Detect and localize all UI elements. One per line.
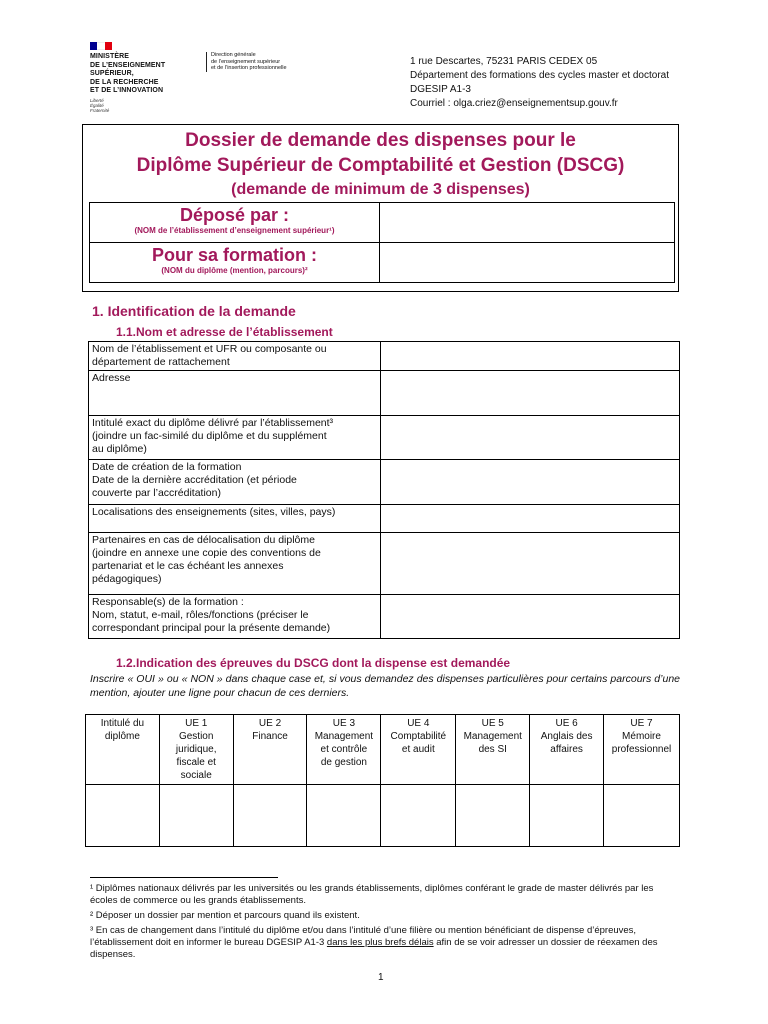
row-value-field[interactable] — [381, 533, 680, 595]
table-row — [89, 595, 680, 639]
column-header: UE 6 Anglais des affaires — [540, 718, 593, 755]
deposited-by-note: (NOM de l’établissement d’enseignement supérieur¹) — [134, 226, 335, 235]
ue7-field[interactable] — [604, 785, 680, 847]
establishment-table — [88, 341, 680, 639]
table-row — [89, 342, 680, 371]
footnote-3-end: afin de se voir adresser un dossier de réexamen des dispenses. — [90, 937, 658, 960]
formation-label: Pour sa formation : — [151, 245, 317, 265]
exemption-table — [85, 714, 680, 847]
footnote-2: ² Déposer un dossier par mention et parcours quand ils existent. — [90, 910, 360, 921]
ministry-name: MINISTÈRE DE L’ENSEIGNEMENT SUPÉRIEUR, DE LA RECHERCHE ET DE L’INNOVATION — [90, 53, 166, 94]
row-label: Partenaires en cas de délocalisation du diplôme (joindre en annexe une copie des conventions de partenariat et le cas échéant les annexes pédagogiques) — [92, 534, 321, 585]
row-value-field[interactable] — [381, 416, 680, 460]
footnote-3-emphasis: dans les plus brefs délais — [326, 937, 434, 948]
row-label: Responsable(s) de la formation : Nom, statut, e-mail, rôles/fonctions (préciser le correspondant principal pour la présente demande) — [92, 596, 331, 634]
column-header: UE 4 Comptabilité et audit — [390, 718, 447, 755]
row-value-field[interactable] — [381, 460, 680, 505]
deposited-by-row — [90, 203, 675, 243]
row-label: Nom de l’établissement et UFR ou composante ou département de rattachement — [92, 343, 327, 368]
page-header — [0, 0, 768, 120]
deposit-table — [89, 202, 675, 283]
row-label: Localisations des enseignements (sites, villes, pays) — [92, 506, 336, 518]
column-header: UE 2 Finance — [252, 718, 288, 742]
deposited-by-label-cell — [90, 203, 380, 243]
table-row — [89, 460, 680, 505]
republic-motto: Liberté Égalité Fraternité — [90, 97, 110, 113]
exemption-header-row — [86, 715, 680, 785]
section-1-heading: 1. Identification de la demande — [92, 303, 296, 319]
ue6-field[interactable] — [530, 785, 604, 847]
table-row — [89, 416, 680, 460]
french-flag-icon — [90, 42, 112, 50]
formation-note: (NOM du diplôme (mention, parcours)² — [161, 266, 308, 275]
column-header: UE 7 Mémoire professionnel — [611, 718, 672, 755]
exemption-entry-row — [86, 785, 680, 847]
footnote-3-text: ³ En cas de changement dans l’intitulé du diplôme et/ou dans l’intitulé d’une filière ou mention bénéficiant de dispense d’épreuves, l’établissement doit en informer le bureau DGESIP A1-3 — [90, 925, 637, 948]
row-value-field[interactable] — [381, 371, 680, 416]
row-label: Adresse — [92, 372, 131, 384]
footnote-1: ¹ Diplômes nationaux délivrés par les universités ou les grands établissements, diplômes conférant le grade de master délivrés par les écoles de commerce ou les grands établissements. — [90, 883, 654, 906]
ue3-field[interactable] — [307, 785, 381, 847]
formation-label-cell — [90, 243, 380, 283]
table-row — [89, 371, 680, 416]
title-line-2: Diplôme Supérieur de Comptabilité et Gestion (DSCG) — [136, 155, 625, 176]
row-value-field[interactable] — [381, 342, 680, 371]
title-line-1: Dossier de demande des dispenses pour le — [185, 130, 576, 151]
diploma-title-field[interactable] — [86, 785, 160, 847]
row-value-field[interactable] — [381, 595, 680, 639]
section-1-1-heading: 1.1.Nom et adresse de l’établissement — [116, 325, 333, 339]
column-header: UE 3 Management et contrôle de gestion — [314, 718, 374, 768]
ue1-field[interactable] — [159, 785, 233, 847]
row-label: Date de création de la formation Date de la dernière accréditation (et période couverte par l’accréditation) — [92, 461, 297, 499]
contact-address: 1 rue Descartes, 75231 PARIS CEDEX 05 Département des formations des cycles master et doctorat DGESIP A1-3 Courriel : olga.criez@enseignementsup.gouv.fr — [410, 56, 670, 109]
column-header: UE 1 Gestion juridique, fiscale et sociale — [175, 718, 217, 781]
ue4-field[interactable] — [381, 785, 456, 847]
row-label: Intitulé exact du diplôme délivré par l’établissement³ (joindre un fac-similé du diplôme et du supplément au diplôme) — [92, 417, 334, 455]
section-1-2-heading: 1.2.Indication des épreuves du DSCG dont la dispense est demandée — [116, 656, 511, 670]
ue2-field[interactable] — [233, 785, 307, 847]
title-box — [82, 124, 679, 292]
ministry-logo — [90, 42, 200, 113]
footnote-3 — [90, 925, 680, 961]
column-header: UE 5 Management des SI — [463, 718, 522, 755]
ue5-field[interactable] — [456, 785, 530, 847]
footnotes — [90, 883, 680, 964]
formation-row — [90, 243, 675, 283]
table-row — [89, 505, 680, 533]
table-row — [89, 533, 680, 595]
footnote-divider — [90, 877, 278, 878]
directorate-name: Direction générale de l’enseignement supérieur et de l’insertion professionnelle — [206, 52, 316, 72]
instructions-note: Inscrire « OUI » ou « NON » dans chaque case et, si vous demandez des dispenses particulières pour certains parcours d’une mention, ajouter une ligne pour chacun de ces derniers. — [90, 673, 680, 699]
deposited-by-field[interactable] — [380, 203, 675, 243]
deposited-by-label: Déposé par : — [179, 205, 290, 225]
title-line-3: (demande de minimum de 3 dispenses) — [231, 181, 530, 198]
column-header: Intitulé du diplôme — [100, 718, 145, 742]
row-value-field[interactable] — [381, 505, 680, 533]
formation-field[interactable] — [380, 243, 675, 283]
page-number: 1 — [378, 972, 384, 983]
